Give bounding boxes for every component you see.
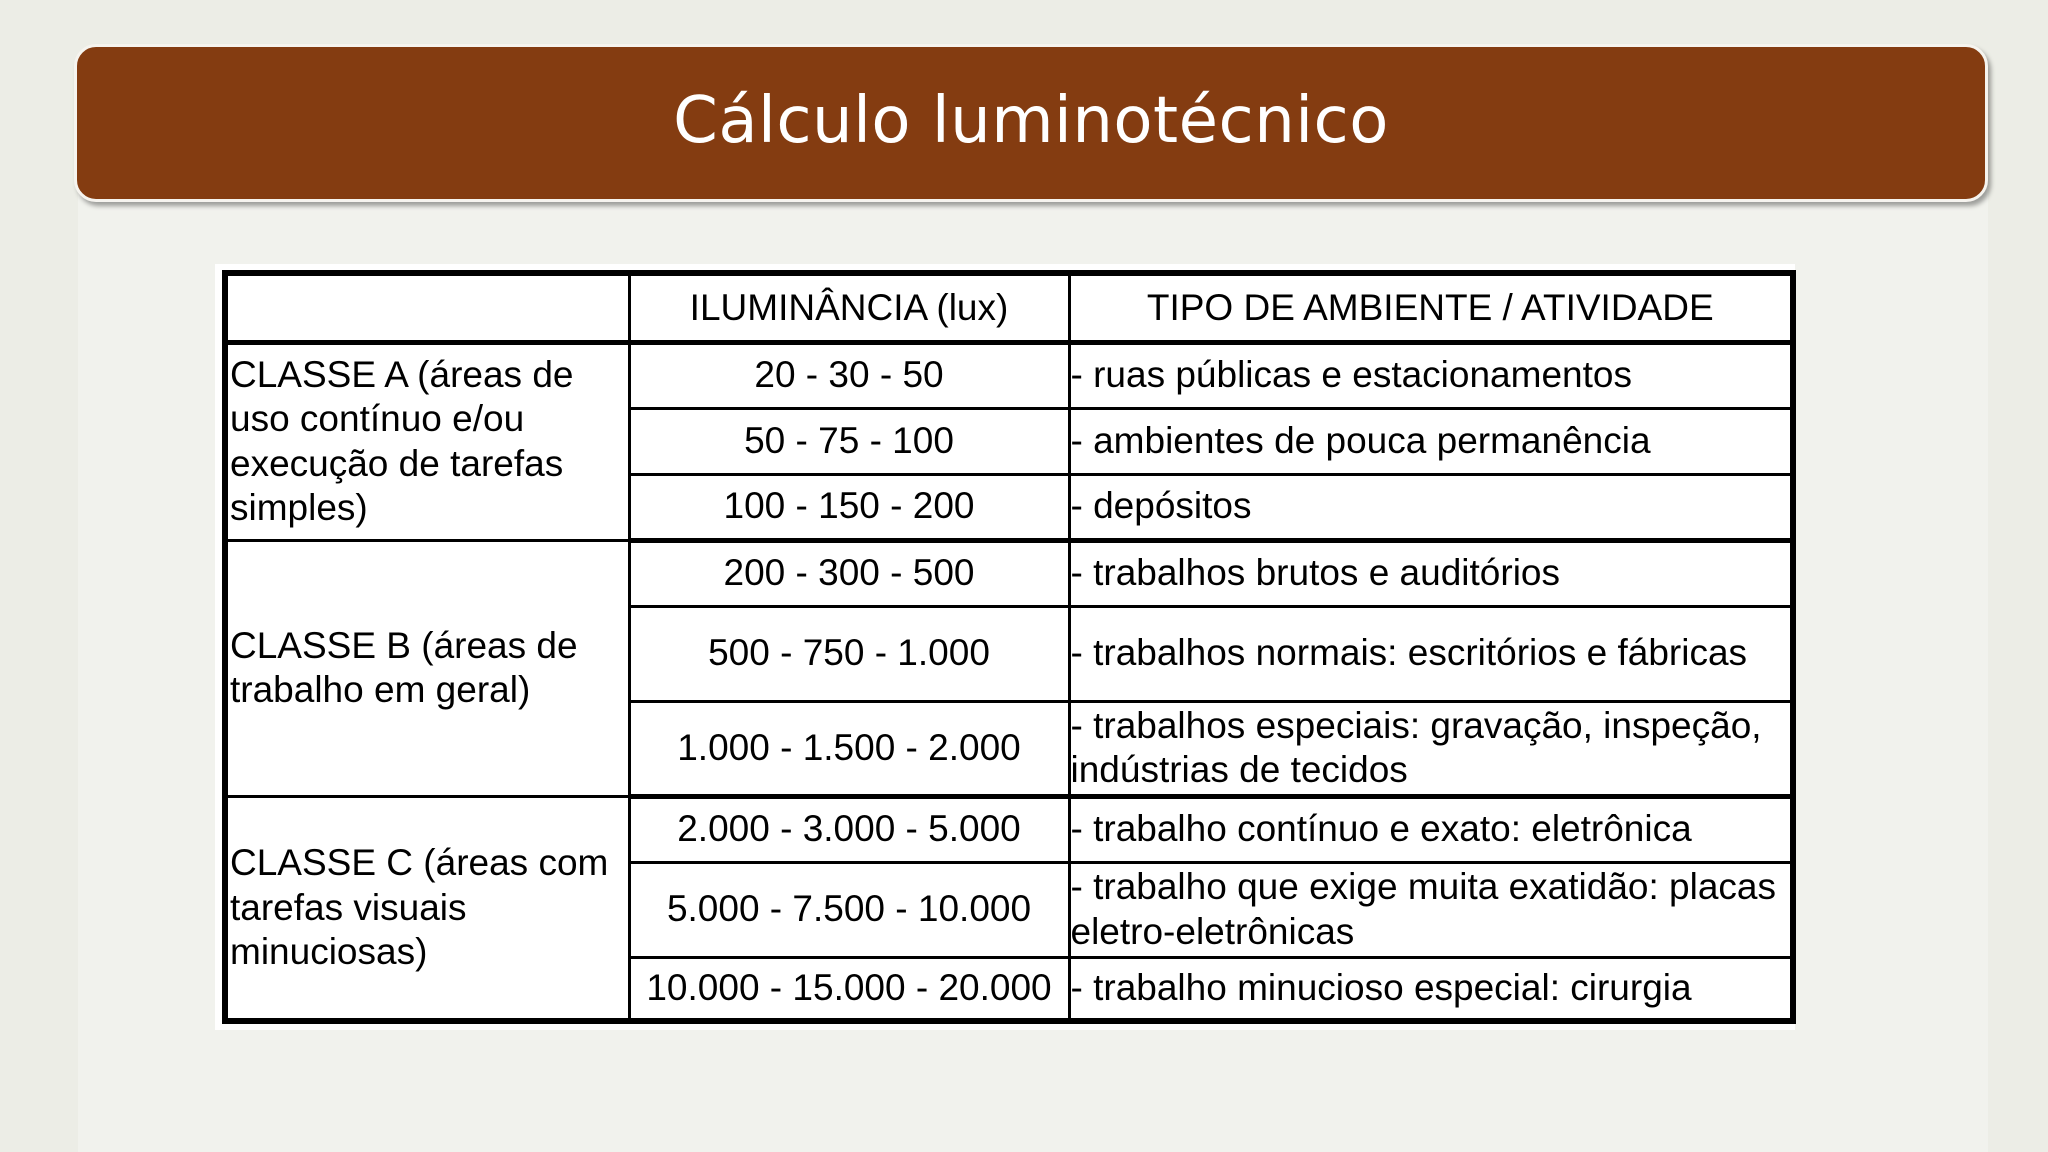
lux-value: 20 - 30 - 50: [629, 342, 1069, 408]
header-class: [225, 273, 629, 342]
table-header-row: [225, 273, 1793, 342]
lux-value: 500 - 750 - 1.000: [629, 606, 1069, 701]
activity-value: - ambientes de pouca permanência: [1069, 408, 1793, 474]
lux-value: 2.000 - 3.000 - 5.000: [629, 796, 1069, 862]
slide-title: Cálculo luminotécnico: [673, 84, 1389, 158]
activity-value: - depósitos: [1069, 474, 1793, 540]
class-a-label: CLASSE A (áreas de uso contínuo e/ou execução de tarefas simples): [225, 342, 629, 540]
table-row: [225, 796, 1793, 862]
activity-value: - ruas públicas e estacionamentos: [1069, 342, 1793, 408]
header-illuminance: ILUMINÂNCIA (lux): [629, 273, 1069, 342]
class-b-label: CLASSE B (áreas de trabalho em geral): [225, 540, 629, 796]
lux-value: 100 - 150 - 200: [629, 474, 1069, 540]
activity-value: - trabalhos normais: escritórios e fábricas: [1069, 606, 1793, 701]
lux-value: 1.000 - 1.500 - 2.000: [629, 701, 1069, 796]
activity-value: - trabalho que exige muita exatidão: placas eletro-eletrônicas: [1069, 862, 1793, 957]
activity-value: - trabalho contínuo e exato: eletrônica: [1069, 796, 1793, 862]
lux-value: 50 - 75 - 100: [629, 408, 1069, 474]
table-container: [215, 264, 1795, 1030]
activity-value: - trabalhos brutos e auditórios: [1069, 540, 1793, 606]
table-row: [225, 540, 1793, 606]
table-row: [225, 342, 1793, 408]
activity-value: - trabalhos especiais: gravação, inspeção, indústrias de tecidos: [1069, 701, 1793, 796]
class-c-label: CLASSE C (áreas com tarefas visuais minuciosas): [225, 796, 629, 1021]
lux-value: 5.000 - 7.500 - 10.000: [629, 862, 1069, 957]
title-bar: [74, 44, 1988, 202]
illuminance-table: [222, 270, 1796, 1024]
header-activity: TIPO DE AMBIENTE / ATIVIDADE: [1069, 273, 1793, 342]
lux-value: 200 - 300 - 500: [629, 540, 1069, 606]
lux-value: 10.000 - 15.000 - 20.000: [629, 957, 1069, 1021]
activity-value: - trabalho minucioso especial: cirurgia: [1069, 957, 1793, 1021]
